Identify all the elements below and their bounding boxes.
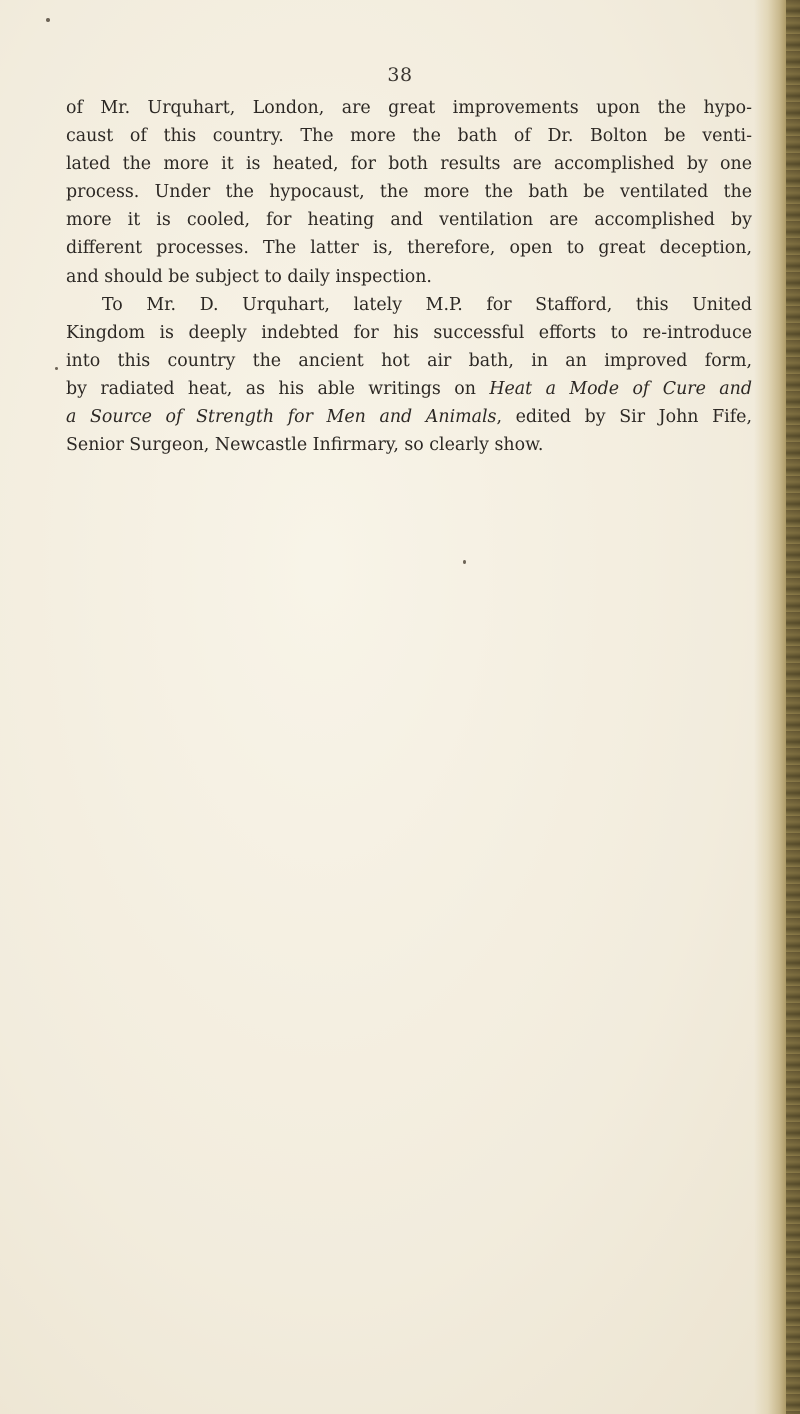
- paragraph-2-line-1: To Mr. D. Urquhart, lately M.P. for Stafford, this United: [102, 294, 752, 315]
- paragraph-2-line-2: Kingdom is deeply indebted for his successful efforts to re-introduce: [66, 322, 752, 343]
- paragraph-2-line-5-text: , edited by Sir John Fife,: [496, 407, 752, 428]
- paragraph-1-line-2: caust of this country. The more the bath of Dr. Bolton be venti-: [66, 126, 752, 147]
- paragraph-2-line-4: [66, 375, 752, 403]
- ink-speck: [55, 367, 58, 370]
- page-number: 38: [387, 64, 413, 86]
- ink-speck: [46, 18, 50, 22]
- paragraph-2-line-4-text: by radiated heat, as his able writings on: [66, 378, 490, 399]
- body-text: [66, 94, 752, 459]
- paragraph-1-line-5: more it is cooled, for heating and ventilation are accomplished by: [66, 210, 752, 231]
- paragraph-1-line-1: of Mr. Urquhart, London, are great improvements upon the hypo-: [66, 98, 752, 118]
- paragraph-1-line-6: different processes. The latter is, therefore, open to great deception,: [66, 238, 752, 259]
- paragraph-2-line-6: Senior Surgeon, Newcastle Infirmary, so clearly show.: [66, 435, 544, 456]
- paragraph-1-line-3: lated the more it is heated, for both results are accomplished by one: [66, 154, 752, 175]
- book-title-part-2: a Source of Strength for Men and Animals: [66, 407, 497, 428]
- paragraph-1-line-4: process. Under the hypocaust, the more the bath be ventilated the: [66, 182, 752, 203]
- ink-speck: [463, 560, 466, 564]
- page-binding-edge: [754, 0, 800, 1414]
- paragraph-1-line-7: and should be subject to daily inspection.: [66, 266, 432, 287]
- paragraph-2-line-3: into this country the ancient hot air bath, in an improved form,: [66, 350, 752, 371]
- paragraph-2-line-5: [66, 403, 752, 431]
- book-title-part-1: Heat a Mode of Cure and: [489, 378, 752, 399]
